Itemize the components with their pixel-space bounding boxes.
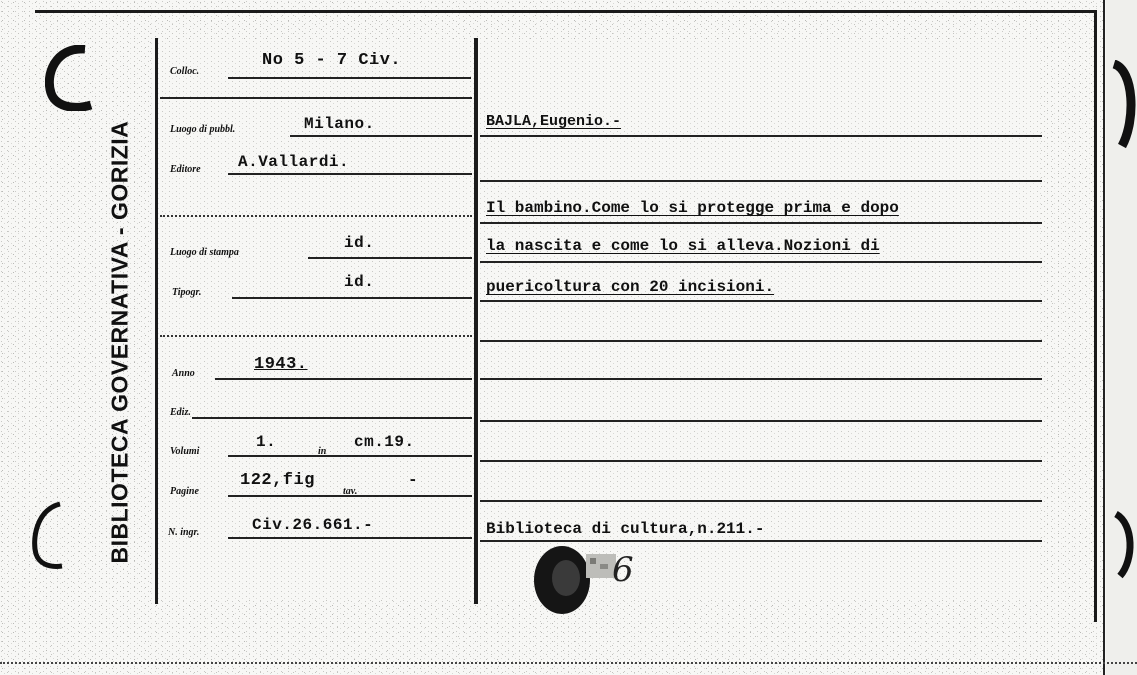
text-rule (480, 420, 1042, 422)
text-rule (480, 300, 1042, 302)
pagine-label: Pagine (170, 486, 199, 497)
title-line-1: Il bambino.Come lo si protegge prima e dopo (486, 199, 899, 217)
pagine-value: 122,fig (240, 471, 315, 490)
text-rule (480, 378, 1042, 380)
tipogr-label: Tipogr. (172, 287, 202, 298)
field-rule (160, 215, 472, 217)
field-rule (228, 455, 472, 457)
luogo-pubbl-value: Milano. (304, 115, 375, 133)
volumi-value: 1. (256, 433, 277, 451)
ediz-label: Ediz. (170, 407, 191, 418)
editore-value: A.Vallardi. (238, 153, 350, 171)
collocazione-label: Colloc. (170, 66, 200, 77)
field-rule (228, 173, 472, 175)
punch-hole-icon (45, 45, 97, 111)
text-rule (480, 500, 1042, 502)
tav-label: tav. (343, 486, 358, 497)
volumi-label: Volumi (170, 446, 200, 457)
stamp-mark: 6 (612, 550, 634, 590)
volumi-in-label: in (318, 446, 327, 457)
field-rule (290, 135, 472, 137)
n-ingr-label: N. ingr. (168, 527, 200, 538)
field-rule (228, 77, 471, 79)
tav-value: - (408, 471, 419, 489)
luogo-pubbl-label: Luogo di pubbl. (170, 124, 236, 135)
text-rule (480, 261, 1042, 263)
field-rule (160, 335, 472, 337)
card-top-border (35, 10, 1097, 13)
field-rule (160, 97, 472, 99)
title-line-2: la nascita e come lo si alleva.Nozioni di (486, 237, 880, 255)
n-ingr-value: Civ.26.661.- (252, 516, 374, 534)
text-rule (480, 460, 1042, 462)
series-note: Biblioteca di cultura,n.211.- (486, 520, 765, 538)
punch-hole-icon (30, 500, 66, 570)
volumi-format: cm.19. (354, 433, 415, 451)
tipogr-value: id. (344, 273, 375, 291)
luogo-stampa-value: id. (344, 234, 375, 252)
text-rule (480, 222, 1042, 224)
luogo-stampa-label: Luogo di stampa (170, 247, 239, 258)
field-rule (228, 537, 472, 539)
text-rule (480, 135, 1042, 137)
title-line-3: puericoltura con 20 incisioni. (486, 278, 775, 296)
card-edge-line (1103, 0, 1105, 675)
punch-hole-icon (1112, 510, 1137, 580)
card-right-border (1094, 10, 1097, 622)
card-bottom-edge (0, 662, 1137, 664)
anno-label: Anno (172, 368, 195, 379)
punch-hole-icon (1110, 60, 1137, 150)
left-column-rule (155, 38, 158, 604)
editore-label: Editore (170, 164, 201, 175)
text-rule (480, 340, 1042, 342)
field-rule (232, 297, 472, 299)
text-rule (480, 180, 1042, 182)
middle-column-rule (474, 38, 478, 604)
library-name: BIBLIOTECA GOVERNATIVA - GORIZIA (106, 120, 133, 564)
field-rule (192, 417, 472, 419)
field-rule (215, 378, 472, 380)
collocazione-value: No 5 - 7 Civ. (262, 51, 402, 70)
author-heading: BAJLA,Eugenio.- (486, 113, 622, 130)
field-rule (308, 257, 472, 259)
anno-value: 1943. (254, 355, 308, 374)
